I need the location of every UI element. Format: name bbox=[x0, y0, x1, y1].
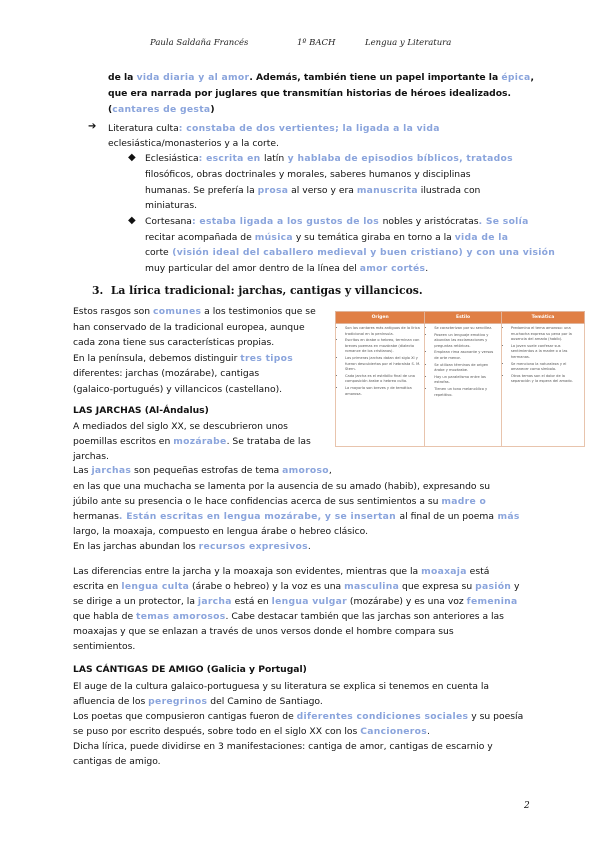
highlighted-term: (visión ideal del caballero medieval y buen cristiano) y con una visión bbox=[168, 247, 556, 258]
diamond-bullet-icon: ◆ bbox=[128, 215, 136, 226]
text-segment: júbilo ante su presencia o le hace confidencias acerca de sus sentimientos a su bbox=[73, 496, 442, 507]
text-segment: al verso y era bbox=[288, 185, 357, 196]
text-line bbox=[145, 261, 428, 277]
highlighted-term: moaxaja bbox=[421, 566, 467, 577]
text-line bbox=[73, 494, 486, 510]
text-segment: Estos rasgos son bbox=[73, 306, 154, 317]
highlighted-term: tres tipos bbox=[240, 353, 294, 364]
table-header-origin: Origen bbox=[336, 312, 425, 324]
text-segment: afluencia de los bbox=[73, 696, 149, 707]
text-segment: cada zona tiene sus características propias. bbox=[73, 337, 275, 348]
text-segment: hermanas bbox=[73, 511, 119, 522]
table-bullet-item: • Cada jarcha es el estribillo final de una composición árabe o hebrea culta. bbox=[345, 374, 421, 385]
text-segment: que habla de bbox=[73, 611, 137, 622]
text-segment: cantigas de amigo. bbox=[73, 756, 161, 767]
text-segment: y su temática giraba en torno a la bbox=[292, 232, 455, 243]
text-segment: y bbox=[511, 581, 520, 592]
text-segment: Literatura culta bbox=[108, 123, 179, 134]
table-cell-style bbox=[425, 324, 502, 447]
highlighted-term: : constaba de dos vertientes; la ligada a la vida bbox=[178, 123, 440, 134]
text-segment: se puso por escrito después, sobre todo en el siglo XX con los bbox=[73, 726, 361, 737]
text-segment: El auge de la cultura galaico-portuguesa y su literatura se explica si tenemos en cuenta la bbox=[73, 681, 490, 692]
text-line bbox=[73, 739, 493, 755]
highlighted-term: prosa bbox=[257, 185, 289, 196]
highlighted-term: manuscrita bbox=[356, 185, 418, 196]
text-line bbox=[73, 419, 288, 435]
highlighted-term: jarchas bbox=[91, 465, 132, 476]
text-segment: que era narrada por juglares que transmitían historias de héroes idealizados. bbox=[108, 88, 512, 99]
text-segment: han conservado de la tradicional europea, aunque bbox=[73, 322, 305, 333]
table-bullet-item: • La mayoría son breves y de temática amorosa. bbox=[345, 386, 421, 397]
arrow-bullet-icon: ➔ bbox=[88, 121, 97, 132]
text-segment: que expresa su bbox=[399, 581, 476, 592]
header-author: Paula Saldaña Francés bbox=[150, 38, 249, 48]
text-segment: ilustrada con bbox=[417, 185, 481, 196]
text-segment: ) bbox=[210, 104, 215, 115]
text-line bbox=[73, 382, 282, 398]
text-line bbox=[145, 167, 471, 183]
diamond-bullet-icon: ◆ bbox=[128, 152, 136, 163]
text-segment: Los poetas que compusieron cantigas fueron de bbox=[73, 711, 297, 722]
text-segment: ( bbox=[108, 104, 113, 115]
text-segment: y su poesía bbox=[468, 711, 524, 722]
text-line bbox=[145, 183, 480, 199]
text-segment: jarchas. bbox=[73, 451, 109, 462]
text-segment: de la bbox=[108, 72, 137, 83]
text-line bbox=[73, 724, 430, 740]
text-segment: sentimientos. bbox=[73, 641, 136, 652]
text-segment: son pequeñas estrofas de tema bbox=[131, 465, 283, 476]
text-segment: Eclesiástica bbox=[145, 153, 199, 164]
table-bullet-item: • Escritos en árabe o hebreo, terminan con breves poemas en mozárabe (dialecto romance de los cristianos). bbox=[345, 338, 421, 355]
text-segment: moaxajas y que se enlazan a través de unos versos donde el hombre compara sus bbox=[73, 626, 454, 637]
text-line bbox=[73, 624, 454, 640]
highlighted-term: masculina bbox=[344, 581, 400, 592]
text-segment: al final de un poema bbox=[399, 511, 494, 522]
table-bullet-item: • Poseen un lenguaje emotivo y abundan las exclamaciones y preguntas retóricas. bbox=[434, 333, 498, 350]
section-title: La lírica tradicional: jarchas, cantigas y villancicos. bbox=[110, 284, 423, 297]
text-segment: (galaico-portugués) y villancicos (castellano). bbox=[73, 384, 283, 395]
text-line bbox=[145, 198, 197, 214]
text-line bbox=[73, 320, 305, 336]
highlighted-term: lengua culta bbox=[121, 581, 190, 592]
text-line bbox=[73, 479, 490, 495]
highlighted-term: . Se solía bbox=[478, 216, 529, 227]
table-cell-origin bbox=[336, 324, 425, 447]
highlighted-term: jarcha bbox=[197, 596, 232, 607]
text-line bbox=[108, 102, 215, 118]
text-line bbox=[73, 539, 311, 555]
highlighted-term: mozárabe bbox=[173, 436, 227, 447]
text-segment: está en bbox=[231, 596, 272, 607]
table-bullet-item: • Son los cantares más antiguos de la lírica tradicional en la península. bbox=[345, 326, 421, 337]
text-line bbox=[73, 639, 135, 655]
text-segment: Cortesana bbox=[145, 216, 192, 227]
text-segment: nobles y aristócratas bbox=[382, 216, 479, 227]
highlighted-term: . Están escritas en lengua mozárabe, y se insertan bbox=[118, 511, 400, 522]
text-line bbox=[73, 609, 504, 625]
highlighted-term: femenina bbox=[466, 596, 518, 607]
text-line bbox=[73, 564, 489, 580]
highlighted-term: y hablaba de episodios bíblicos, tratados bbox=[284, 153, 513, 164]
text-segment: corte bbox=[145, 247, 169, 258]
text-segment: En las jarchas abundan los bbox=[73, 541, 199, 552]
text-segment: del Camino de Santiago. bbox=[207, 696, 323, 707]
text-segment: , bbox=[328, 465, 332, 476]
highlighted-term: vida de la bbox=[454, 232, 509, 243]
highlighted-term: : escrita en bbox=[198, 153, 265, 164]
text-segment: se dirige a un protector, la bbox=[73, 596, 198, 607]
highlighted-term: más bbox=[493, 511, 520, 522]
text-segment: largo, la moaxaja, compuesto en lengua árabe o hebreo clásico. bbox=[73, 526, 369, 537]
text-segment: miniaturas. bbox=[145, 200, 198, 211]
text-line bbox=[73, 679, 489, 695]
text-segment: a los testimonios que se bbox=[201, 306, 316, 317]
header-subject: Lengua y Literatura bbox=[365, 38, 452, 48]
text-segment: Las bbox=[73, 465, 92, 476]
highlighted-term: vida diaria y al amor bbox=[136, 72, 250, 83]
text-line bbox=[145, 214, 529, 230]
table-bullet-item: • Se menciona la naturaleza y el amanecer como símbolo. bbox=[511, 362, 581, 373]
text-line bbox=[73, 594, 518, 610]
table-bullet-item: • Predomina el tema amoroso: una muchacha expresa su pena por la ausencia del amado (habib). bbox=[511, 326, 581, 343]
table-bullet-item: • Se utilizan términos de origen árabe y mozárabe. bbox=[434, 363, 498, 374]
text-line bbox=[145, 151, 513, 167]
text-segment: A mediados del siglo XX, se descubrieron unos bbox=[73, 421, 288, 432]
text-line bbox=[73, 463, 332, 479]
text-segment: eclesiástica/monasterios y a la corte. bbox=[108, 138, 279, 149]
text-segment: (árabe o hebreo) y la voz es una bbox=[189, 581, 345, 592]
highlighted-term: temas amorosos bbox=[136, 611, 226, 622]
text-line bbox=[73, 509, 520, 525]
table-bullet-item: • Tienen un tono melancólico y repetitivo. bbox=[434, 387, 498, 398]
text-segment: . Se trataba de las bbox=[226, 436, 311, 447]
text-line bbox=[73, 434, 311, 450]
subheading-cantigas: LAS CÁNTIGAS DE AMIGO (Galicia y Portugal) bbox=[73, 664, 307, 675]
highlighted-term: recursos expresivos bbox=[198, 541, 308, 552]
text-segment: escrita en bbox=[73, 581, 122, 592]
highlighted-term: : estaba ligada a los gustos de los bbox=[191, 216, 383, 227]
text-segment: . bbox=[427, 726, 430, 737]
text-segment: . bbox=[425, 263, 429, 274]
text-segment: . bbox=[307, 541, 311, 552]
highlighted-term: Cancioneros bbox=[360, 726, 428, 737]
text-line bbox=[73, 524, 368, 540]
text-segment: está bbox=[466, 566, 490, 577]
text-segment: en las que una muchacha se lamenta por la ausencia de su amado (habib), expresando su bbox=[73, 481, 491, 492]
text-line bbox=[108, 121, 440, 137]
text-line bbox=[73, 579, 520, 595]
highlighted-term: peregrinos bbox=[148, 696, 208, 707]
text-segment: latín bbox=[264, 153, 285, 164]
table-bullet-item: • Otros temas son el dolor de la separación y la espera del amado. bbox=[511, 374, 581, 385]
text-line bbox=[73, 351, 293, 367]
highlighted-term: amor cortés bbox=[359, 263, 426, 274]
table-bullet-item: • La joven suele confesar sus sentimientos a la madre o a las hermanas. bbox=[511, 344, 581, 361]
highlighted-term: pasión bbox=[475, 581, 512, 592]
text-segment: filosóficos, obras doctrinales y morales, saberes humanos y disciplinas bbox=[145, 169, 471, 180]
text-segment: , bbox=[530, 72, 534, 83]
text-segment: muy particular del amor dentro de la línea del bbox=[145, 263, 360, 274]
text-line bbox=[73, 694, 323, 710]
text-segment: humanas. Se prefería la bbox=[145, 185, 258, 196]
text-line bbox=[108, 86, 511, 102]
text-line bbox=[108, 136, 279, 152]
highlighted-term: madre o bbox=[441, 496, 487, 507]
text-segment: diferentes: jarchas (mozárabe), cantigas bbox=[73, 368, 260, 379]
text-line bbox=[145, 245, 555, 261]
table-bullet-item: • Las primeras jarchas datan del siglo XI y fueron descubiertas por el hebraísta S. M. Stern. bbox=[345, 356, 421, 373]
highlighted-term: lengua vulgar bbox=[271, 596, 347, 607]
highlighted-term: épica bbox=[501, 72, 531, 83]
table-cell-theme bbox=[501, 324, 584, 447]
text-segment: . Cabe destacar también que las jarchas son anteriores a las bbox=[225, 611, 504, 622]
text-segment: (mozárabe) y es una voz bbox=[347, 596, 467, 607]
table-header-theme: Temática bbox=[501, 312, 584, 324]
jarchas-summary-table bbox=[335, 311, 585, 447]
page-number: 2 bbox=[524, 801, 530, 811]
highlighted-term: amoroso bbox=[282, 465, 329, 476]
text-line bbox=[73, 366, 259, 382]
text-line bbox=[73, 709, 523, 725]
text-segment: recitar acompañada de bbox=[145, 232, 255, 243]
text-segment: poemillas escritos en bbox=[73, 436, 174, 447]
text-line bbox=[73, 754, 161, 770]
text-line bbox=[108, 70, 534, 86]
text-segment: Dicha lírica, puede dividirse en 3 manifestaciones: cantiga de amor, cantigas de escarnio y bbox=[73, 741, 493, 752]
table-bullet-item: • Hay un paralelismo entre las estrofas. bbox=[434, 375, 498, 386]
text-segment: En la península, debemos distinguir bbox=[73, 353, 241, 364]
highlighted-term: diferentes condiciones sociales bbox=[296, 711, 469, 722]
text-line bbox=[73, 335, 274, 351]
text-line bbox=[145, 230, 508, 246]
table-bullet-item: • Emplean rima asonante y versos de arte menor. bbox=[434, 350, 498, 361]
text-segment: . Además, también tiene un papel importante la bbox=[249, 72, 502, 83]
section-number: 3. bbox=[92, 284, 104, 297]
text-segment: Las diferencias entre la jarcha y la moaxaja son evidentes, mientras que la bbox=[73, 566, 422, 577]
header-course: 1º BACH bbox=[297, 38, 336, 48]
table-header-style: Estilo bbox=[425, 312, 502, 324]
table-bullet-item: • Se caracterizan por su sencillez. bbox=[434, 326, 498, 332]
subheading-jarchas: LAS JARCHAS (Al-Ándalus) bbox=[73, 405, 209, 416]
highlighted-term: comunes bbox=[153, 306, 202, 317]
highlighted-term: música bbox=[254, 232, 293, 243]
highlighted-term: cantares de gesta bbox=[112, 104, 211, 115]
text-line bbox=[73, 304, 316, 320]
section-heading bbox=[92, 284, 423, 297]
